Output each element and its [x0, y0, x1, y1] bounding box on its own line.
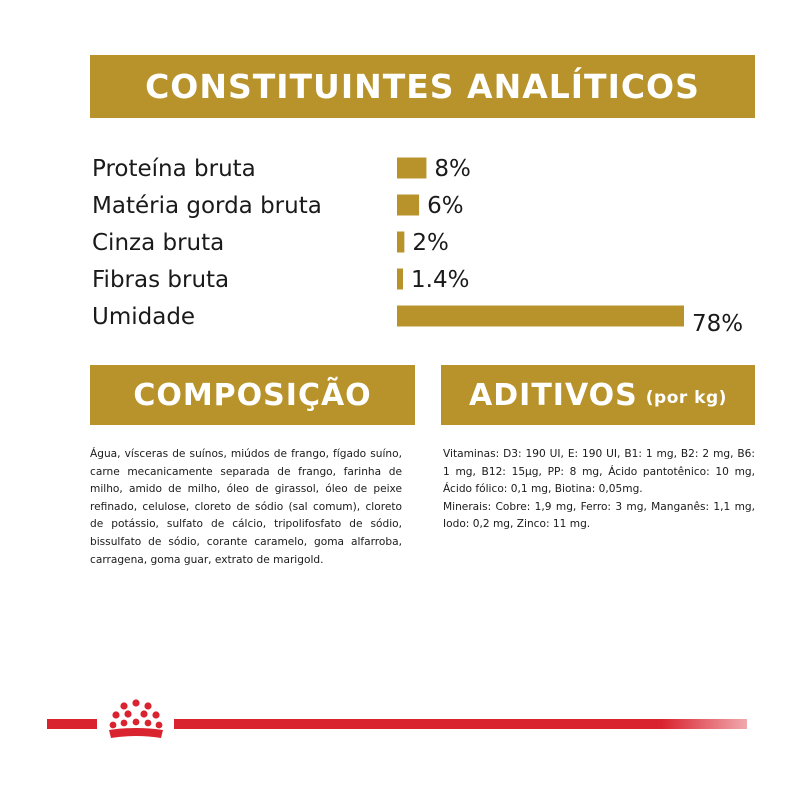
chart-bar: [397, 195, 419, 216]
chart-category-label: Fibras bruta: [92, 267, 230, 293]
chart-value-label: 78%: [692, 311, 744, 337]
analytic-constituents-banner: [90, 55, 755, 118]
chart-value-label: 1.4%: [411, 267, 470, 293]
analytic-constituents-title: CONSTITUINTES ANALÍTICOS: [145, 67, 700, 106]
chart-value-label: 8%: [434, 156, 471, 182]
chart-value-label: 6%: [427, 193, 464, 219]
composition-banner: [90, 365, 415, 425]
additives-unit: (por kg): [645, 388, 727, 408]
chart-category-label: Cinza bruta: [92, 230, 225, 256]
footer-line-left: [47, 719, 97, 729]
chart-bar: [397, 158, 426, 179]
composition-title: COMPOSIÇÃO: [133, 377, 372, 413]
additives-text: [443, 446, 755, 534]
chart-value-label: 2%: [412, 230, 449, 256]
chart-bar: [397, 232, 404, 253]
chart-category-label: Proteína bruta: [92, 156, 256, 182]
additives-minerals: Minerais: Cobre: 1,9 mg, Ferro: 3 mg, Manganês: 1,1 mg, Iodo: 0,2 mg, Zinco: 11 mg.: [443, 500, 755, 531]
chart-category-label: Umidade: [92, 304, 196, 330]
analytic-constituents-chart: [0, 140, 800, 340]
additives-title: ADITIVOS: [469, 377, 638, 413]
chart-category-label: Matéria gorda bruta: [92, 193, 322, 219]
chart-bar: [397, 269, 403, 290]
crown-logo-icon: [99, 696, 173, 744]
chart-bar: [397, 306, 684, 327]
additives-banner: [441, 365, 755, 425]
footer-line-right: [174, 719, 747, 729]
composition-text: Água, vísceras de suínos, miúdos de frango, fígado suíno, carne mecanicamente separada de frango, farinha de milho, amido de milho, óleo de girassol, óleo de peixe refinado, celulose, cloreto de sódio (sal comum), cloreto de potássio, sulfato de cálcio, tripolifosfato de sódio, bissulfato de sódio, corante caramelo, goma alfarroba, carragena, goma guar, extrato de marigold.: [90, 448, 402, 566]
additives-vitamins: Vitaminas: D3: 190 UI, E: 190 UI, B1: 1 mg, B2: 2 mg, B6: 1 mg, B12: 15µg, PP: 8 mg, Ácido pantotênico: 10 mg, Ácido fólico: 0,1 mg, Biotina: 0,05mg.: [443, 448, 755, 496]
